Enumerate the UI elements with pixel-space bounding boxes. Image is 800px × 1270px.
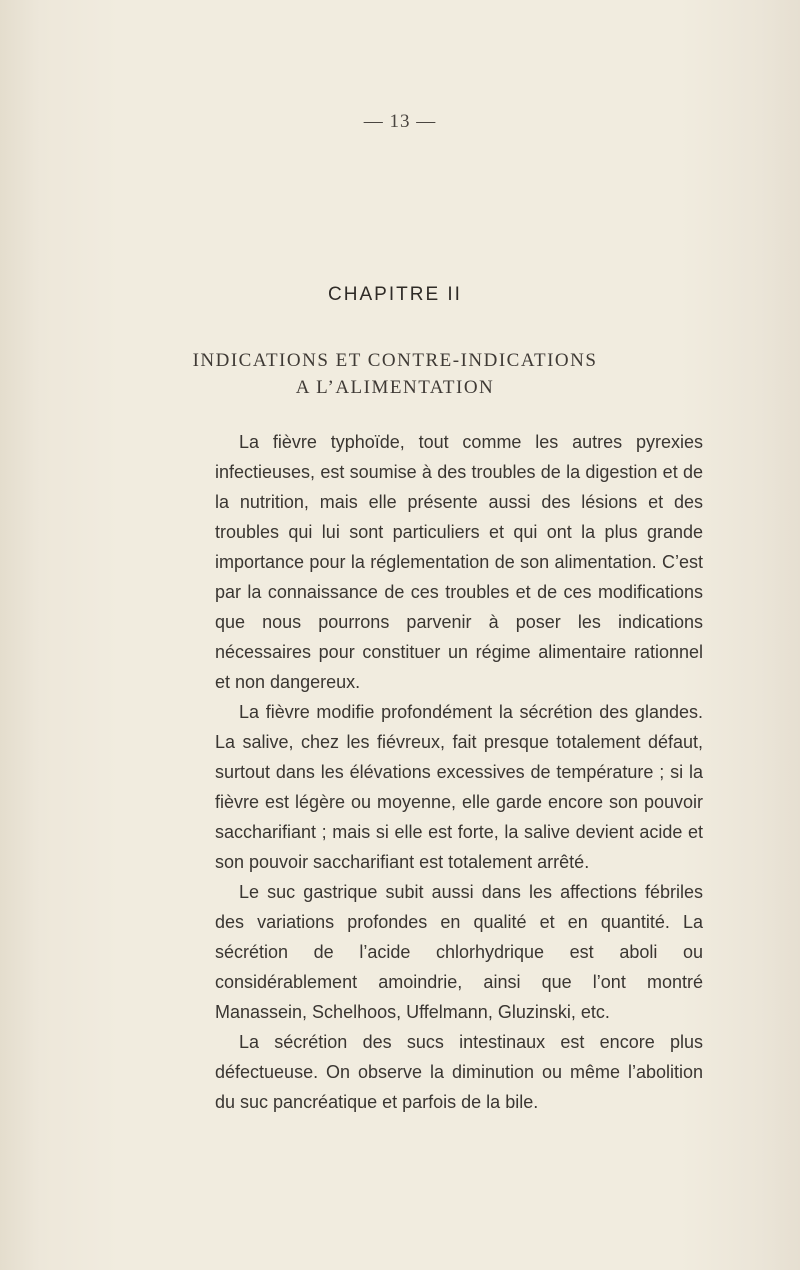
- paragraph: La sécrétion des sucs intestinaux est encore plus défectueuse. On observe la diminution ou même l’abolition du suc pancréatique et parfois de la bile.: [215, 1032, 703, 1112]
- section-title-line-1: INDICATIONS ET CONTRE-INDICATIONS: [192, 350, 598, 371]
- paragraph: Le suc gastrique subit aussi dans les affections fébriles des variations profondes en qualité et en quantité. La sécrétion de l’acide chlorhydrique est aboli ou considérablement amoindrie, ainsi que l’ont montré Manassein, Schelhoos, Uffelmann, Gluzinski, etc.: [215, 882, 703, 1022]
- chapter-title: CHAPITRE II: [328, 284, 462, 305]
- page-number: — 13 —: [363, 111, 437, 132]
- paragraph: La fièvre typhoïde, tout comme les autres pyrexies infectieuses, est soumise à des troubles de la digestion et de la nutrition, mais elle présente aussi des lésions et des troubles qui lui sont particuliers et qui ont la plus grande importance pour la réglementation de son alimentation. C’est par la connaissance de ces troubles et de ces modifications que nous pourrons parvenir à poser les indications nécessaires pour constituer un régime alimentaire rationnel et non dangereux.: [215, 432, 703, 692]
- section-title-line-2: A L’ALIMENTATION: [295, 377, 495, 398]
- paragraph: La fièvre modifie profondément la sécrétion des glandes. La salive, chez les fiévreux, fait presque totalement défaut, surtout dans les élévations excessives de température ; si la fièvre est légère ou moyenne, elle garde encore son pouvoir saccharifiant ; mais si elle est forte, la salive devient acide et son pouvoir saccharifiant est totalement arrêté.: [215, 702, 703, 872]
- body-text: [215, 427, 703, 1117]
- section-title: [0, 347, 790, 401]
